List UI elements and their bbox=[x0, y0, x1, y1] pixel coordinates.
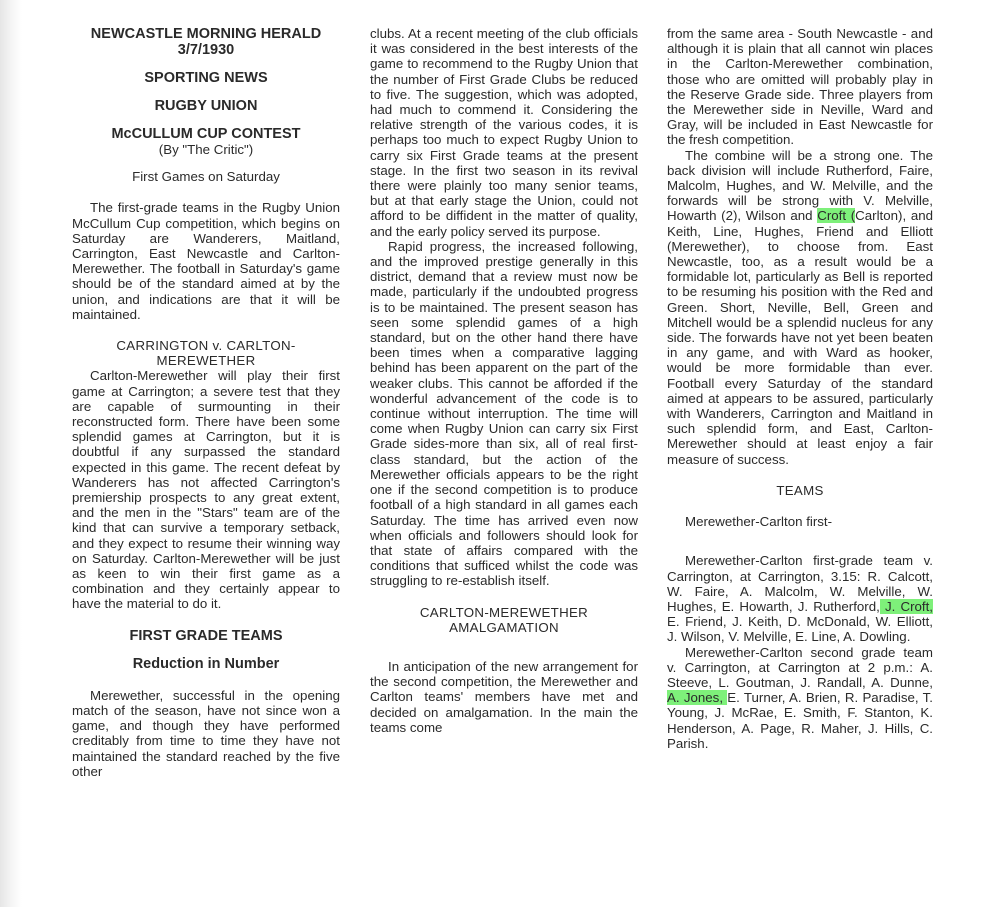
column-1 bbox=[72, 26, 340, 779]
article-date: 3/7/1930 bbox=[177, 42, 235, 58]
paragraph bbox=[667, 553, 933, 644]
paragraph: Rapid progress, the increased following, and the improved prestige generally in this district, demand that a review must now be made, particularly if the undoubted progress is to be maintained. The present season has seen some splendid games of a high standard, but on the other hand there have been times when a comparative lagging behind has been apparent on the part of the weaker clubs. This cannot be afforded if the wonderful advancement of the code is to continue without interruption. The time will come when Rugby Union can carry six First Grade sides-more than six, all of real first-class standard, but the action of the Merewether officials appears to be the right one if the second competition is to produce football of a high standard in all games each Saturday. The time has arrived even now when officials and followers should look for that state of affairs compared with the conditions that sufficed whilst the code was struggling to re-establish itself. bbox=[370, 238, 638, 589]
paragraph: Carlton-Merewether will play their first game at Carrington; a severe test that they are capable of surmounting in their reconstructed form. There have been some splendid games at Carrington, but it is doubtful if any surpassed the standard expected in this game. The recent defeat by Wanderers has not affected Carrington's premiership prospects to any great extent, and the men in the "Stars" team are of the kind that can survive a temporary setback, and they expect to resume their winning way on Saturday. Carlton-Merewether will be just as keen to win their first game as a combination and they certainly appear to have the material to do it. bbox=[72, 368, 340, 612]
text-run: Merewether-Carlton second grade team v. Carrington, at Carrington at 2 p.m.: A. Steeve, L. Goutman, J. Randall, A. Dunne, bbox=[667, 644, 933, 690]
highlighted-name: Croft ( bbox=[817, 208, 856, 224]
first-grade-heading: FIRST GRADE TEAMS bbox=[129, 627, 283, 644]
teams-heading: TEAMS bbox=[776, 482, 824, 498]
headline: McCULLUM CUP CONTEST bbox=[111, 126, 301, 142]
section-heading: SPORTING NEWS bbox=[144, 70, 268, 86]
paragraph: Merewether, successful in the opening match of the season, have not since won a game, and though they have performed creditably from time to time they have not maintained the standard reached by the five other bbox=[72, 687, 340, 779]
text-run: Merewether-Carlton first-grade team v. Carrington, at Carrington, 3.15: R. Calcott, W. Faire, A. Malcolm, W. Melville, W. Hughes, E. Howarth, J. Rutherford, bbox=[667, 553, 933, 614]
paragraph: from the same area - South Newcastle - and although it is plain that all cannot win places in the Carlton-Merewether combination, those who are omitted will probably play in the Reserve Grade side. Three players from the Merewether side in Neville, Ward and Gray, will be included in East Newcastle for the fresh competition. bbox=[667, 26, 933, 148]
paragraph: clubs. At a recent meeting of the club officials it was considered in the best interests of the game to recommend to the Rugby Union that the number of First Grade Clubs be reduced to five. The suggestion, which was adopted, had much to commend it. Considering the relative strength of the various codes, it is perhaps too much to expect Rugby Union to carry six First Grade teams at the present stage. In the first two season in its revival there were plainly too many senior teams, but at that early stage the Union, could not afford to be diffident in the matter of quality, and the early policy served its purpose. bbox=[370, 26, 638, 239]
subheading: First Games on Saturday bbox=[132, 169, 280, 185]
paragraph bbox=[667, 645, 933, 751]
teams-line: Merewether-Carlton first- bbox=[685, 514, 833, 530]
byline: (By "The Critic") bbox=[158, 142, 254, 157]
column-3 bbox=[667, 26, 933, 751]
paragraph: The first-grade teams in the Rugby Union McCullum Cup competition, which begins on Saturday are Wanderers, Maitland, Carrington, East Newcastle and Carlton-Merewether. The football in Saturday's game should be of the standard aimed at by the union, and indications are that it will be maintained. bbox=[72, 200, 340, 322]
paragraph bbox=[667, 148, 933, 467]
column-2 bbox=[370, 26, 638, 735]
highlighted-name: A. Jones, bbox=[667, 690, 728, 706]
highlighted-name: J. Croft, bbox=[879, 598, 933, 614]
text-run: E. Friend, J. Keith, D. McDonald, W. Elliott, J. Wilson, V. Melville, E. Line, A. Dowling. bbox=[667, 614, 933, 645]
reduction-heading: Reduction in Number bbox=[132, 655, 280, 672]
text-run: The combine will be a strong one. The back division will include Rutherford, Faire, Malcolm, Hughes, and W. Melville, and the forwards will be strong with V. Melville, Howarth (2), Wilson and bbox=[667, 147, 933, 224]
amalgamation-heading: CARLTON-MEREWETHER AMALGAMATION bbox=[419, 604, 589, 635]
newspaper-name: NEWCASTLE MORNING HERALD bbox=[90, 26, 322, 42]
paragraph: In anticipation of the new arrangement for the second competition, the Merewether and Carlton teams' members have met and decided on amalgamation. In the main the teams come bbox=[370, 658, 638, 735]
text-run: Carlton), and Keith, Line, Hughes, Friend and Elliott (Merewether), to choose from. East Newcastle, too, as a result would be a formidable lot, particularly as Bell is reported to be resuming his position with the Red and Green. Short, Neville, Bell, Green and Mitchell would be a splendid nucleus for any side. The forwards have not yet been beaten in any game, and with Ward as hooker, would be more formidable than ever. Football every Saturday of the standard aimed at appears to be assured, particularly with Wanderers, Carrington and Maitland in such splendid form, and East, Carlton-Merewether should at least enjoy a fair measure of success. bbox=[667, 208, 933, 467]
sport-heading: RUGBY UNION bbox=[154, 98, 258, 114]
page-edge bbox=[0, 0, 22, 907]
match-heading: CARRINGTON v. CARLTON-MEREWETHER bbox=[116, 338, 296, 369]
text-run: E. Turner, A. Brien, R. Paradise, T. Young, J. McRae, E. Smith, F. Stanton, K. Henderson, A. Page, R. Maher, J. Hills, C. Parish. bbox=[667, 690, 933, 751]
